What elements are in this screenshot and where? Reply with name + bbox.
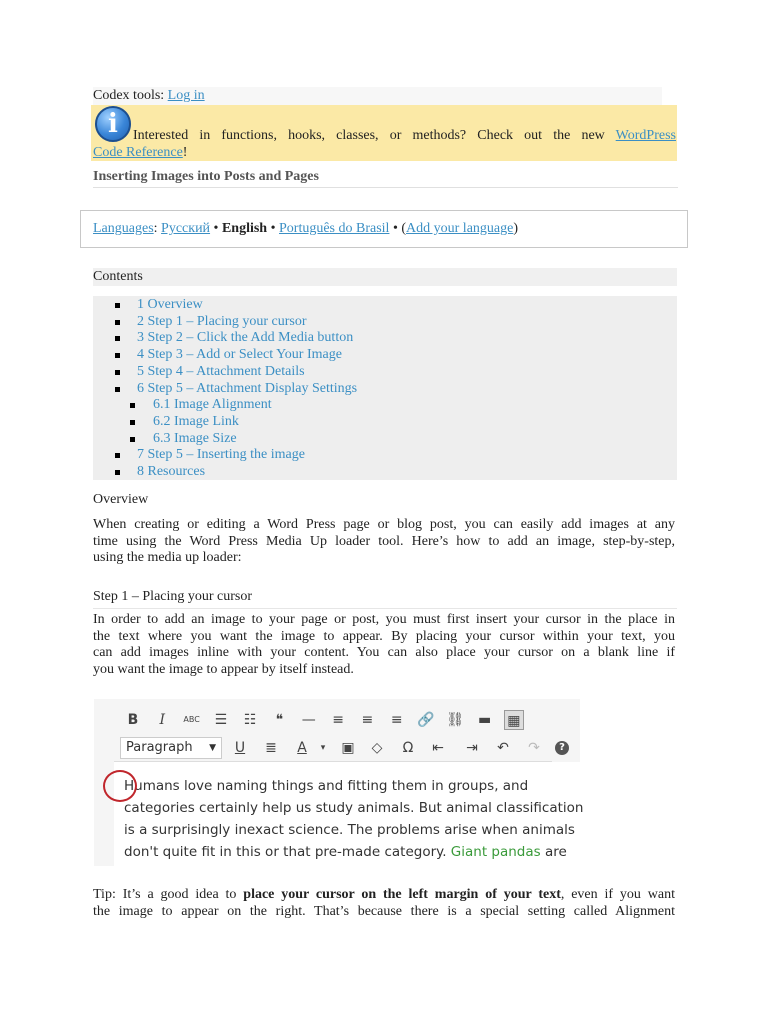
title-divider [93,187,678,188]
tip-line-2: the image to appear on the right. That’s because there is a special setting called Alignment [93,904,675,919]
horizontal-rule-icon[interactable]: — [301,712,316,728]
help-icon[interactable]: ? [555,741,569,755]
toc-bullet [130,437,135,442]
step1-line: you want the image to appear by itself instead. [93,661,354,677]
lang-sep: • [213,221,219,236]
format-select-value: Paragraph [126,740,193,755]
contents-bar [93,268,677,286]
toc-bullet [115,470,120,475]
info-icon: i [95,106,131,142]
editor-line-tail: are [544,844,567,860]
tip-bold: place your cursor on the left margin of your text [243,887,561,902]
editor-line: is a surprisingly inexact science. The problems arise when animals [124,822,575,838]
toc-bullet [115,387,120,392]
toc-item[interactable]: 6.2 Image Link [153,413,239,429]
indent-icon[interactable]: ⇥ [466,740,478,756]
step1-heading: Step 1 – Placing your cursor [93,589,253,604]
giant-pandas-link[interactable]: Giant pandas [450,844,541,860]
toc-item[interactable]: 7 Step 5 – Inserting the image [137,447,305,463]
cursor-highlight-circle [103,770,137,802]
toc-bullet [115,303,120,308]
step1-paragraph [93,612,675,678]
underline-icon[interactable]: U [234,740,246,756]
notice-line-1 [133,127,676,144]
toc-item[interactable]: 6.1 Image Alignment [153,397,272,413]
paren-close: ) [513,221,519,236]
step1-line: can add images inline with your content. You can also place your cursor on a blank line if [93,645,675,660]
toc-item[interactable]: 3 Step 2 – Click the Add Media button [137,330,354,346]
code-reference-link-part1[interactable]: WordPress [615,128,676,143]
paste-text-icon[interactable]: ▣ [341,740,355,756]
align-center-icon[interactable]: ≡ [361,712,374,728]
toc-bullet [130,420,135,425]
overview-paragraph [93,517,675,567]
bullet-list-icon[interactable]: ☰ [214,712,228,728]
page-title: Inserting Images into Posts and Pages [93,169,319,184]
justify-icon[interactable]: ≣ [265,740,277,756]
align-right-icon[interactable]: ≡ [390,712,403,728]
toc-bullet [115,353,120,358]
overview-line: When creating or editing a Word Press page or blog post, you can easily add images at any [93,517,675,532]
lang-portuguese-link[interactable]: Português do Brasil [279,221,390,236]
lang-english: English [221,221,268,236]
lang-russian-link[interactable]: Русский [161,221,211,236]
notice-suffix: ! [182,145,188,160]
editor-line: Humans love naming things and fitting them in groups, and [124,778,529,794]
step1-line: the text where you want the image to appear. By placing your cursor within your text, you [93,628,675,644]
chevron-down-icon: ▼ [209,743,216,753]
toc-bullet [115,320,120,325]
format-select[interactable] [120,737,222,759]
codex-tools [93,87,205,105]
bold-icon[interactable]: B [127,712,139,728]
tip-prefix: Tip: It’s a good idea to [93,887,237,902]
step1-divider [93,608,677,609]
italic-icon[interactable]: I [159,712,166,728]
codex-label: Codex tools: [93,88,165,103]
step1-line: In order to add an image to your page or post, you must first insert your cursor in the place in [93,612,675,627]
lang-sep: • [392,221,398,236]
lang-sep: • [270,221,276,236]
outdent-icon[interactable]: ⇤ [432,740,444,756]
notice-text: Interested in functions, hooks, classes, or methods? Check out the new [133,128,605,143]
link-icon[interactable]: 🔗 [417,712,435,728]
toc-bullet [130,403,135,408]
color-dropdown-icon[interactable]: ▾ [320,743,326,753]
overview-heading: Overview [93,492,149,507]
numbered-list-icon[interactable]: ☷ [243,712,257,728]
toc-item[interactable]: 8 Resources [137,464,206,479]
languages-link[interactable]: Languages [93,221,154,236]
toolbar-toggle-icon[interactable]: ▦ [504,710,524,730]
strikethrough-icon[interactable]: ABC [183,715,200,724]
toc-bullet [115,370,120,375]
toc-item[interactable]: 6.3 Image Size [153,430,237,446]
read-more-icon[interactable]: ▬ [477,712,492,728]
add-language-link[interactable]: Add your language [406,221,514,236]
toc-item[interactable]: 4 Step 3 – Add or Select Your Image [137,347,342,363]
toc-bullet [115,453,120,458]
toc-item[interactable]: 1 Overview [137,297,203,312]
paren-open: ( [401,221,407,236]
toc-bullet [115,336,120,341]
toc-item[interactable]: 2 Step 1 – Placing your cursor [137,313,307,329]
tip-line-1 [93,886,675,903]
redo-icon[interactable]: ↷ [528,740,540,756]
align-left-icon[interactable]: ≡ [332,712,344,728]
blockquote-icon[interactable]: ❝ [275,712,284,728]
text-color-icon[interactable]: A [297,740,307,756]
toc-item[interactable]: 6 Step 5 – Attachment Display Settings [137,380,358,396]
clear-format-icon[interactable]: ◇ [371,740,383,756]
editor-line-text: don't quite fit in this or that pre-made category. [124,844,447,860]
editor-line: categories certainly help us study animals. But animal classification [124,800,584,816]
notice-line-2 [93,144,187,161]
toc-item[interactable]: 5 Step 4 – Attachment Details [137,363,305,379]
overview-line: time using the Word Press Media Up loader tool. Here’s how to add an image, step-by-step, [93,533,675,549]
special-char-icon[interactable]: Ω [402,740,414,756]
languages-line [93,220,518,238]
login-link[interactable]: Log in [167,88,205,103]
unlink-icon[interactable]: ⛓ [446,712,465,728]
code-reference-link-part2[interactable]: Code Reference [93,145,183,160]
editor-line-last [124,841,567,863]
languages-colon: : [153,221,158,236]
tip-rest: , even if you want [560,887,675,902]
undo-icon[interactable]: ↶ [497,740,509,756]
contents-heading: Contents [93,269,143,284]
overview-line: using the media up loader: [93,550,242,565]
